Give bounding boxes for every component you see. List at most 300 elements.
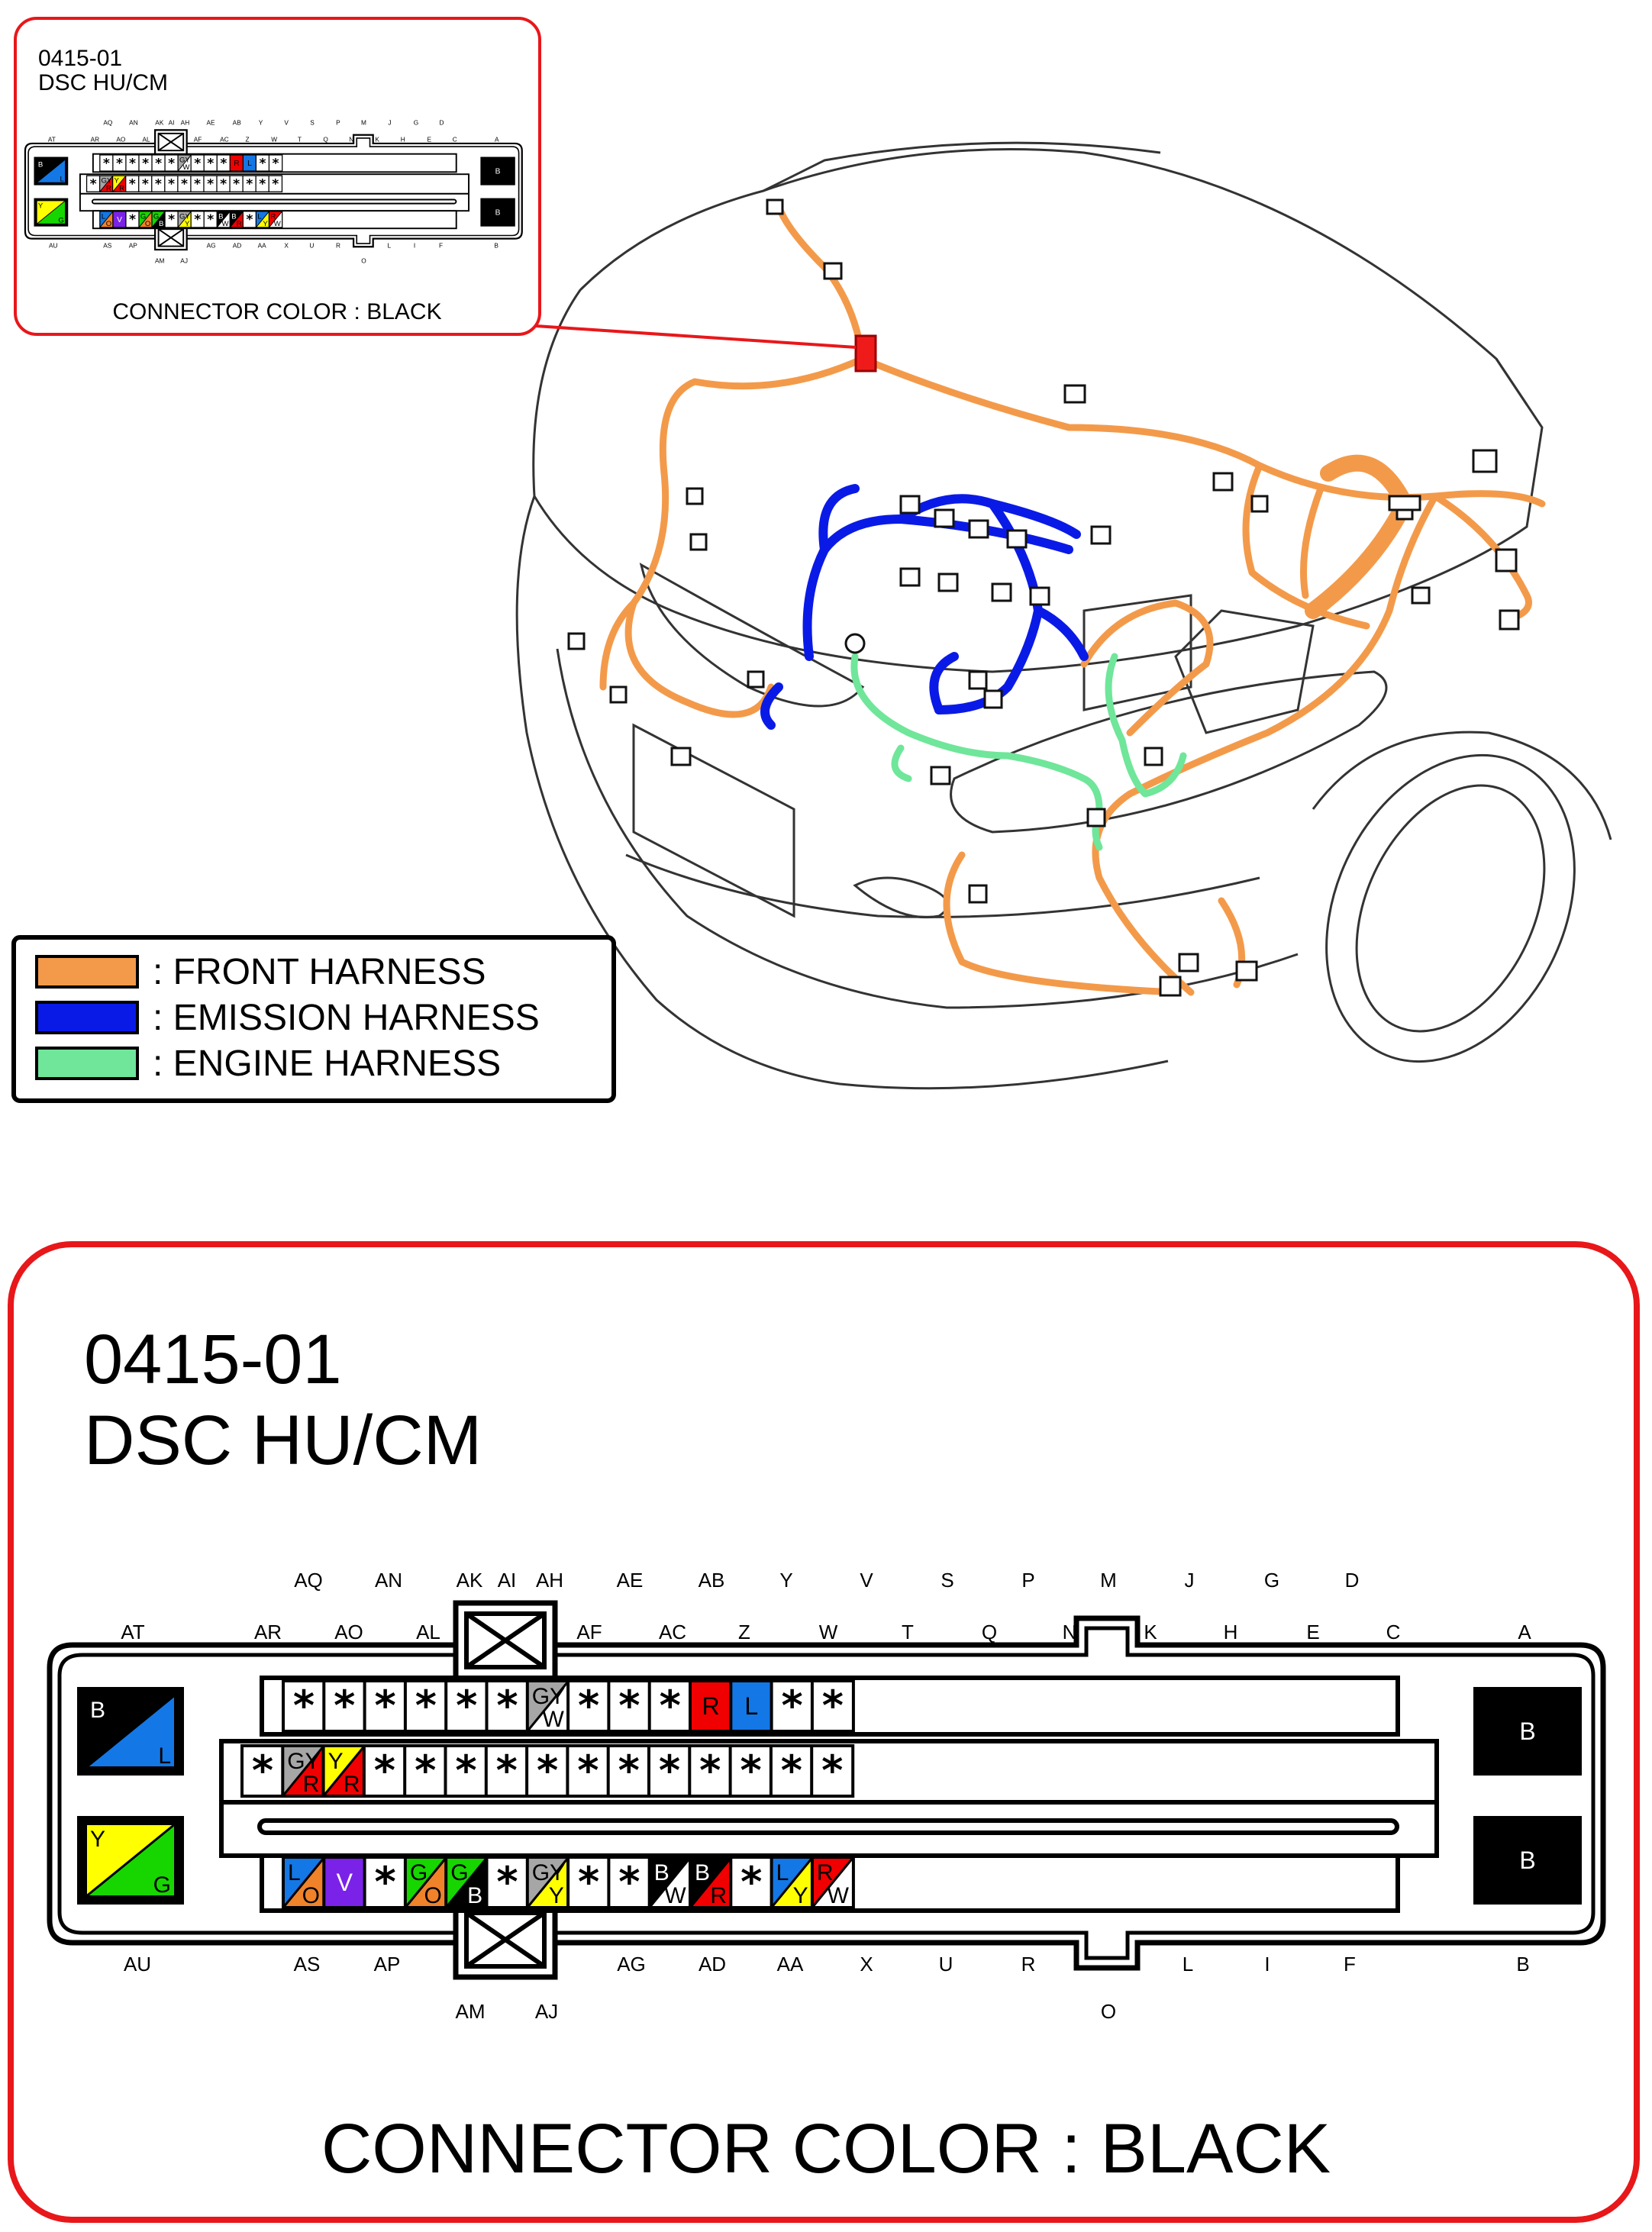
pin-label-top: AT [47, 135, 56, 144]
unused-pin-mark: * [233, 176, 240, 192]
pin-wire-color-primary: L [257, 212, 262, 221]
pin-row1-14 [812, 1681, 853, 1731]
pin-label-top: N [349, 135, 354, 144]
pin-label-top: AR [90, 135, 100, 144]
pin-label-bottom: AM [455, 2000, 486, 2023]
unused-pin-mark: * [168, 212, 176, 228]
pin-label-bottom: U [309, 241, 315, 250]
unused-pin-mark: * [456, 1682, 478, 1730]
pin-label-top: AF [576, 1621, 602, 1643]
unused-pin-mark: * [207, 176, 215, 192]
unused-pin-mark: * [128, 176, 136, 192]
pin-row2-7 [165, 176, 178, 192]
unused-pin-mark: * [740, 1858, 763, 1906]
pin-wire-color-stripe: R [710, 1883, 727, 1908]
unused-pin-mark: * [415, 1682, 437, 1730]
pin-wire-color-primary: G [450, 1860, 469, 1885]
pin-label-top: J [388, 118, 392, 127]
pin-row3-13 [256, 211, 269, 228]
pin-label-top: Z [738, 1621, 750, 1643]
pin-row2-12 [230, 176, 243, 192]
pin-label-bottom: AU [123, 1953, 152, 1976]
pin-wire-color: B [495, 167, 501, 176]
pin-label-top: AK [456, 1569, 483, 1592]
pin-label-top: AL [416, 1621, 440, 1643]
unused-pin-mark: * [374, 1858, 396, 1906]
pin-label-top: W [271, 135, 278, 144]
front-harness-wires [603, 206, 1542, 992]
pin-wire-color-primary: GY [531, 1860, 566, 1885]
pin-wire-color: R [702, 1692, 720, 1720]
pin-row1-7 [528, 1681, 569, 1732]
pin-row1-8 [568, 1681, 609, 1731]
pin-wire-color-stripe: W [221, 220, 229, 229]
unused-pin-mark: * [115, 156, 124, 172]
small-connector-id: 0415-01 [38, 46, 123, 71]
pin-label-top: AQ [294, 1569, 323, 1592]
pin-wire-color-primary: R [816, 1860, 834, 1885]
pin-row3-4 [139, 211, 152, 228]
connector-id: 0415-01 [84, 1321, 342, 1398]
pin-row1-1 [100, 155, 113, 171]
pin-wire-color-stripe: G [58, 216, 64, 225]
harness-connectors [569, 200, 1518, 995]
unused-pin-mark: * [781, 1682, 803, 1730]
emission-harness-wires [765, 489, 1084, 725]
pin-label-top: E [1306, 1621, 1320, 1643]
pin-label-top: E [427, 135, 432, 144]
unused-pin-mark: * [272, 156, 279, 172]
pin-label-bottom: L [1182, 1953, 1194, 1976]
pin-wire-color-stripe: O [424, 1883, 442, 1908]
pin-label-top: J [1184, 1569, 1195, 1592]
pin-row2-1 [87, 176, 100, 192]
pin-row1-9 [204, 155, 217, 171]
pin-row3-8 [191, 211, 204, 227]
pin-row3-5 [446, 1857, 487, 1908]
pin-label-bottom: X [860, 1953, 873, 1976]
pin-wire-color-stripe: Y [548, 1883, 564, 1908]
unused-pin-mark: * [129, 212, 137, 228]
pin-row3-7 [528, 1857, 569, 1908]
pin-wire-color-stripe: R [106, 184, 111, 193]
side-terminal-right-2 [482, 200, 513, 224]
unused-pin-mark: * [194, 156, 202, 172]
pin-wire-color-primary: R [270, 212, 276, 221]
target-connector-marker [856, 336, 876, 371]
unused-pin-mark: * [246, 176, 253, 192]
pin-row3-5 [152, 211, 165, 228]
pin-row1-2 [324, 1681, 365, 1731]
unused-pin-mark: * [272, 176, 279, 192]
pin-row2-15 [811, 1746, 853, 1796]
pin-row2-7 [486, 1746, 528, 1796]
pin-label-bottom: AS [103, 241, 112, 250]
pin-label-top: AQ [103, 118, 113, 127]
pin-label-top: AH [180, 118, 190, 127]
pin-wire-color-primary: G [153, 212, 160, 221]
unused-pin-mark: * [220, 176, 227, 192]
pin-label-bottom: AJ [534, 2000, 559, 2023]
unused-pin-mark: * [577, 1747, 599, 1795]
pin-wire-color-primary: Y [90, 1827, 106, 1852]
side-terminal-right-1 [1480, 1693, 1575, 1769]
pin-label-top: G [1263, 1569, 1280, 1592]
pin-row2-11 [649, 1746, 690, 1796]
pin-label-bottom: F [439, 241, 444, 250]
unused-pin-mark: * [220, 156, 227, 172]
side-terminal-right-1 [482, 159, 513, 183]
pin-wire-color-stripe: R [119, 184, 124, 193]
pin-label-bottom: R [335, 241, 340, 250]
unused-pin-mark: * [129, 156, 137, 172]
unused-pin-mark: * [577, 1682, 600, 1730]
pin-wire-color-stripe: W [273, 220, 281, 229]
pin-wire-color-primary: Y [114, 176, 119, 185]
pin-row1-10 [650, 1681, 691, 1731]
unused-pin-mark: * [167, 176, 175, 192]
pin-wire-color-stripe: W [827, 1883, 849, 1908]
legend-swatch-front [37, 956, 137, 987]
pin-label-top: AH [535, 1569, 564, 1592]
unused-pin-mark: * [259, 176, 266, 192]
unused-pin-mark: * [495, 1747, 518, 1795]
pin-wire-color-primary: B [231, 212, 237, 221]
pin-label-top: Z [245, 135, 250, 144]
pin-wire-color-primary: B [90, 1698, 106, 1723]
pin-row3-2 [324, 1857, 365, 1908]
unused-pin-mark: * [740, 1747, 762, 1795]
pin-row1-12 [731, 1681, 772, 1731]
unused-pin-mark: * [415, 1747, 437, 1795]
pin-label-top: AC [658, 1621, 687, 1643]
pin-row3-10 [650, 1857, 691, 1908]
pin-row3-1 [100, 211, 113, 228]
pin-wire-color-primary: Y [327, 1749, 344, 1774]
pin-channel-bar [92, 199, 457, 203]
pin-wire-color-primary: GY [531, 1684, 566, 1709]
pin-label-bottom: I [1264, 1953, 1270, 1976]
pin-label-top: AB [698, 1569, 725, 1592]
pin-wire-color-primary: GY [179, 212, 190, 221]
pin-row1-1 [283, 1681, 324, 1731]
pin-row3-8 [568, 1857, 609, 1908]
side-terminal-left-2 [86, 1824, 176, 1898]
pin-row1-5 [446, 1681, 487, 1731]
unused-pin-mark: * [536, 1747, 559, 1795]
pin-row1-12 [243, 155, 256, 171]
unused-pin-mark: * [821, 1682, 844, 1730]
pin-row2-5 [139, 176, 152, 192]
unused-pin-mark: * [292, 1682, 315, 1730]
pin-label-top: V [860, 1569, 873, 1592]
pin-label-top: AO [334, 1621, 363, 1643]
harness-legend [14, 937, 614, 1101]
pin-label-top: A [1518, 1621, 1531, 1643]
pin-row3-1 [283, 1857, 324, 1908]
pin-row2-10 [608, 1746, 650, 1796]
unused-pin-mark: * [142, 156, 150, 172]
pin-row2-5 [405, 1746, 446, 1796]
pin-wire-color-stripe: G [153, 1872, 171, 1898]
pin-label-top: Q [981, 1621, 998, 1643]
unused-pin-mark: * [699, 1747, 721, 1795]
pin-label-top: A [495, 135, 499, 144]
pin-wire-color-stripe: R [236, 220, 242, 229]
pin-label-bottom: AA [257, 241, 266, 250]
legend-label-emission: : EMISSION HARNESS [153, 998, 540, 1038]
pin-row1-5 [152, 155, 165, 171]
pin-row2-3 [324, 1746, 365, 1797]
pin-row2-9 [191, 176, 204, 192]
pin-wire-color-primary: G [409, 1860, 428, 1885]
pin-label-bottom: AP [128, 241, 137, 250]
pin-label-top: M [361, 118, 366, 127]
unused-pin-mark: * [251, 1747, 274, 1795]
pin-row3-11 [690, 1857, 731, 1908]
unused-pin-mark: * [659, 1682, 681, 1730]
pin-wire-color-primary: B [37, 160, 44, 169]
pin-row3-10 [217, 211, 230, 228]
pin-wire-color: R [234, 160, 240, 169]
pin-row2-10 [204, 176, 217, 192]
pin-row2-11 [217, 176, 230, 192]
unused-pin-mark: * [821, 1747, 844, 1795]
pin-label-bottom: I [413, 241, 416, 250]
pin-wire-color-stripe: W [664, 1883, 686, 1908]
pin-row1-3 [126, 155, 139, 171]
pin-wire-color-primary: GY [287, 1749, 321, 1774]
pin-label-top: Y [779, 1569, 793, 1592]
engine-harness-wires [854, 656, 1183, 847]
pin-label-top: AO [116, 135, 126, 144]
pin-row1-8 [191, 155, 204, 171]
pin-wire-color-stripe: L [158, 1743, 171, 1769]
pin-label-top: P [1021, 1569, 1035, 1592]
pin-label-top: M [1100, 1569, 1117, 1592]
unused-pin-mark: * [194, 176, 202, 192]
pin-row2-13 [243, 176, 256, 192]
pin-label-bottom: O [361, 256, 366, 265]
connector-name: DSC HU/CM [84, 1401, 482, 1479]
pin-row1-11 [230, 155, 243, 171]
pin-row3-9 [608, 1857, 650, 1908]
pin-wire-color-primary: B [218, 212, 224, 221]
pin-row2-4 [364, 1746, 405, 1796]
pin-label-bottom: AD [698, 1953, 727, 1976]
pin-label-bottom: AA [776, 1953, 804, 1976]
unused-pin-mark: * [618, 1858, 640, 1906]
unused-pin-mark: * [455, 1747, 477, 1795]
side-terminal-right-2 [1480, 1822, 1575, 1898]
pin-wire-color-primary: GY [179, 156, 190, 165]
pin-label-top: AT [121, 1621, 145, 1643]
pin-row3-14 [812, 1857, 853, 1908]
pin-label-bottom: B [494, 241, 499, 250]
pin-channel-bar [260, 1821, 1397, 1833]
pin-row2-4 [126, 176, 139, 192]
pin-row3-13 [772, 1857, 813, 1908]
pin-label-top: AE [616, 1569, 644, 1592]
unused-pin-mark: * [102, 156, 110, 172]
unused-pin-mark: * [246, 212, 253, 228]
pin-label-top: S [941, 1569, 954, 1592]
pin-label-top: Y [258, 118, 263, 127]
pin-wire-color: B [1519, 1847, 1536, 1874]
small-connector-color-label: CONNECTOR COLOR : BLACK [112, 299, 442, 324]
pin-wire-color-primary: B [653, 1860, 670, 1885]
unused-pin-mark: * [780, 1747, 803, 1795]
pin-label-top: W [818, 1621, 838, 1643]
callout-pointer-line [536, 326, 856, 347]
pin-wire-color-stripe: L [60, 175, 64, 184]
unused-pin-mark: * [207, 212, 215, 228]
pin-row3-14 [269, 211, 282, 228]
pin-row1-13 [772, 1681, 813, 1731]
pin-label-top: T [297, 135, 302, 144]
connector-color-label: CONNECTOR COLOR : BLACK [321, 2110, 1331, 2188]
unused-pin-mark: * [658, 1747, 681, 1795]
pin-label-top: K [375, 135, 379, 144]
pin-label-bottom: AP [373, 1953, 401, 1976]
ground-point [846, 634, 864, 653]
pin-label-top: AB [232, 118, 241, 127]
pin-wire-color-primary: L [101, 212, 106, 221]
pin-row3-2 [113, 211, 126, 227]
side-terminal-left-1 [37, 160, 66, 184]
unused-pin-mark: * [155, 156, 163, 172]
pin-row1-14 [269, 155, 282, 171]
pin-label-top: K [1144, 1621, 1157, 1643]
legend-swatch-emission [37, 1002, 137, 1033]
pin-wire-color-primary: G [140, 212, 147, 221]
pin-row1-4 [405, 1681, 447, 1731]
pin-label-top: C [1386, 1621, 1401, 1643]
unused-pin-mark: * [618, 1682, 640, 1730]
pin-label-top: P [336, 118, 340, 127]
pin-label-bottom: R [1021, 1953, 1036, 1976]
pin-row2-2 [100, 176, 113, 192]
pin-label-top: AL [142, 135, 150, 144]
pin-label-bottom: AS [293, 1953, 321, 1976]
pin-row2-14 [256, 176, 269, 192]
pin-row3-3 [365, 1857, 406, 1908]
legend-label-engine: : ENGINE HARNESS [153, 1043, 502, 1084]
unused-pin-mark: * [89, 176, 97, 192]
pin-label-top: T [902, 1621, 914, 1643]
pin-label-top: AI [168, 118, 175, 127]
pin-row1-9 [608, 1681, 650, 1731]
pin-label-top: AN [374, 1569, 403, 1592]
pin-row2-8 [178, 176, 191, 192]
pin-row2-14 [771, 1746, 812, 1796]
pin-row2-13 [731, 1746, 772, 1796]
legend-swatch-engine [37, 1048, 137, 1079]
pin-label-bottom: B [1516, 1953, 1530, 1976]
pin-label-top: N [1062, 1621, 1077, 1643]
pin-wire-color-stripe: B [158, 220, 164, 229]
pin-row2-6 [446, 1746, 487, 1796]
pin-label-top: AI [497, 1569, 517, 1592]
pin-row1-2 [113, 155, 126, 171]
pin-row1-6 [487, 1681, 528, 1731]
legend-label-front: : FRONT HARNESS [153, 952, 486, 992]
pin-label-top: AC [220, 135, 229, 144]
side-terminal-left-1 [86, 1695, 176, 1769]
pin-wire-color: V [336, 1869, 353, 1896]
pin-row1-3 [365, 1681, 406, 1731]
pin-label-top: H [400, 135, 405, 144]
pin-wire-color-stripe: O [105, 220, 112, 229]
pin-row3-9 [204, 211, 217, 227]
pin-label-bottom: AD [232, 241, 242, 250]
unused-pin-mark: * [194, 212, 202, 228]
unused-pin-mark: * [334, 1682, 356, 1730]
pin-wire-color-primary: L [776, 1860, 789, 1885]
pin-label-top: AF [193, 135, 202, 144]
unused-pin-mark: * [168, 156, 176, 172]
pin-label-top: V [284, 118, 289, 127]
pin-wire-color-stripe: R [343, 1772, 360, 1797]
pin-wire-color-stripe: Y [792, 1883, 808, 1908]
pin-wire-color: L [744, 1692, 759, 1720]
pin-wire-color-primary: B [695, 1860, 711, 1885]
pin-label-top: C [452, 135, 457, 144]
pin-label-bottom: F [1344, 1953, 1356, 1976]
pin-label-bottom: L [387, 241, 392, 250]
pin-wire-color-stripe: Y [185, 220, 190, 229]
pin-label-top: S [310, 118, 315, 127]
pin-wire-color: B [495, 208, 501, 218]
pin-row3-4 [405, 1857, 447, 1908]
unused-pin-mark: * [496, 1858, 518, 1906]
pin-row3-3 [126, 211, 139, 227]
pin-wire-color: V [117, 215, 122, 224]
pin-row1-10 [217, 155, 230, 171]
pin-row1-6 [165, 155, 178, 171]
pin-label-top: G [413, 118, 419, 127]
pin-label-top: AR [253, 1621, 282, 1643]
pin-row3-6 [487, 1857, 528, 1908]
unused-pin-mark: * [496, 1682, 518, 1730]
pin-row2-6 [152, 176, 165, 192]
pin-wire-color-stripe: Y [263, 220, 268, 229]
pin-wire-color-primary: Y [37, 202, 44, 211]
pin-row3-6 [165, 211, 178, 227]
pin-label-bottom: U [938, 1953, 953, 1976]
pin-wire-color-stripe: O [302, 1883, 320, 1908]
pin-wire-color-primary: GY [101, 176, 112, 185]
unused-pin-mark: * [180, 176, 189, 192]
pin-row2-2 [282, 1746, 324, 1797]
pin-wire-color: B [1519, 1718, 1536, 1745]
pin-label-bottom: AG [617, 1953, 646, 1976]
side-terminal-left-2 [37, 201, 66, 225]
pin-row1-7 [178, 155, 191, 172]
unused-pin-mark: * [154, 176, 162, 192]
pin-row2-1 [242, 1746, 283, 1796]
pin-label-bottom: AG [206, 241, 216, 250]
pin-label-bottom: X [284, 241, 289, 250]
pin-label-top: Q [323, 135, 328, 144]
pin-wire-color: L [247, 160, 252, 169]
pin-label-top: AE [206, 118, 215, 127]
pin-wire-color-stripe: W [182, 163, 190, 173]
pin-label-top: H [1223, 1621, 1238, 1643]
pin-label-bottom: AU [48, 241, 58, 250]
pin-label-top: D [1344, 1569, 1360, 1592]
small-connector-name: DSC HU/CM [38, 70, 168, 95]
